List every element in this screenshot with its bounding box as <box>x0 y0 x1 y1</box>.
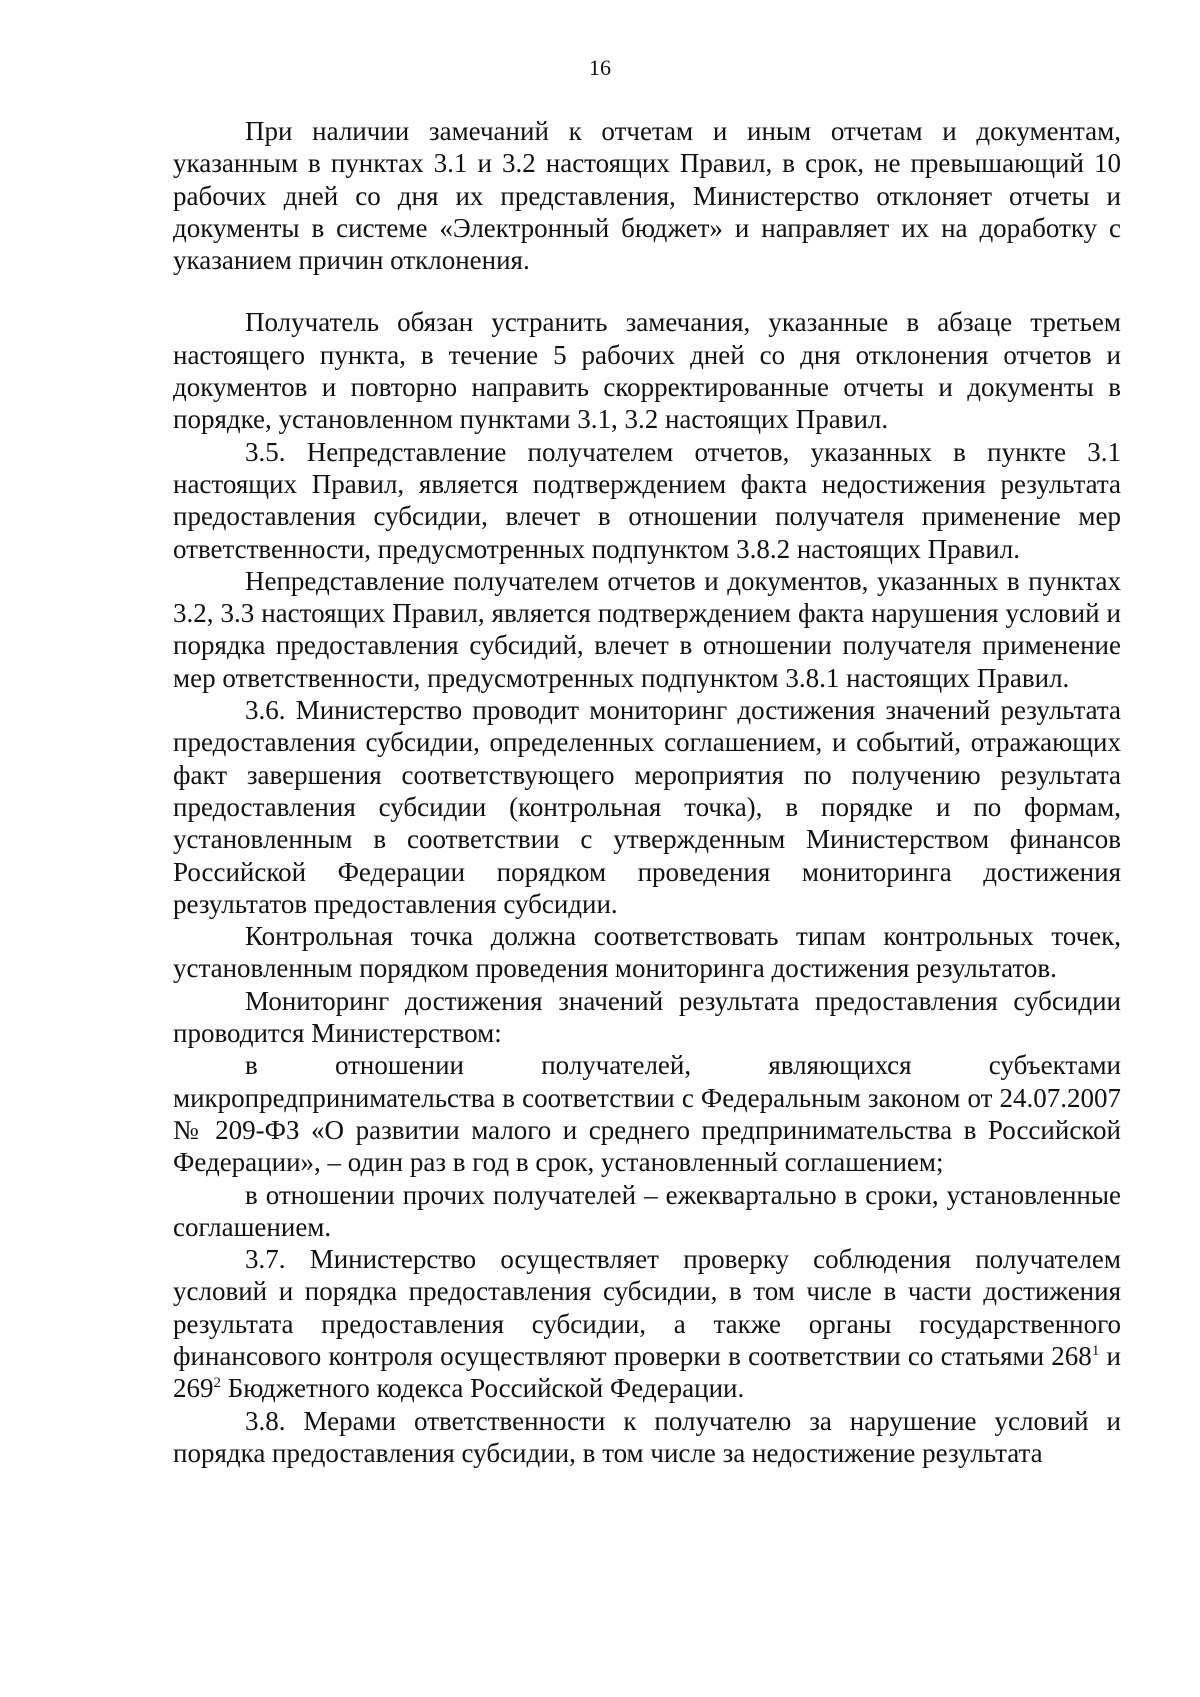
paragraph-3-7 <box>173 1243 1121 1404</box>
superscript-1: 1 <box>1091 1342 1100 1359</box>
page-number: 16 <box>589 55 611 80</box>
paragraph-3-7-text-middle: и 269 <box>173 1340 1121 1404</box>
paragraph-3-7-text-after: Бюджетного кодекса Российской Федерации. <box>221 1373 745 1404</box>
paragraph-3-7-text-before: 3.7. Министерство осуществляет проверку соблюдения получателем условий и порядка предоставления субсидии, в том числе в части достижения результата предоставления субсидии, а также органы государственного финансового контроля осуществляют проверки в соответствии со статьями 268 <box>173 1244 1121 1371</box>
document-body <box>173 115 1121 1469</box>
paragraph-control-point: Контрольная точка должна соответствовать типам контрольных точек, установленным порядком проведения мониторинга достижения результатов. <box>173 921 1121 984</box>
superscript-2: 2 <box>213 1375 221 1392</box>
paragraph-3-8: 3.8. Мерами ответственности к получателю за нарушение условий и порядка предоставления субсидии, в том числе за недостижение результата <box>173 1405 1121 1468</box>
paragraph-3-5: 3.5. Непредставление получателем отчетов, указанных в пункте 3.1 настоящих Правил, является подтверждением факта недостижения результата предоставления субсидии, влечет в отношении получателя применение мер ответственности, предусмотренных подпунктом 3.8.2 настоящих Правил. <box>173 436 1121 564</box>
paragraph-3-6: 3.6. Министерство проводит мониторинг достижения значений результата предоставления субсидии, определенных соглашением, и событий, отражающих факт завершения соответствующего мероприятия по получению результата предоставления субсидии (контрольная точка), в порядке и по формам, установленным в соответствии с утвержденным Министерством финансов Российской Федерации порядком проведения мониторинга достижения результатов предоставления субсидии. <box>173 695 1121 919</box>
paragraph-monitoring: Мониторинг достижения значений результата предоставления субсидии проводится Министерством: <box>173 985 1121 1049</box>
paragraph-remarks: При наличии замечаний к отчетам и иным отчетам и документам, указанным в пунктах 3.1 и 3.2 настоящих Правил, в срок, не превышающий 10 рабочих дней со дня их представления, Министерство отклоняет отчеты и документы в системе «Электронный бюджет» и направляет их на доработку с указанием причин отклонения. <box>173 116 1121 276</box>
paragraph-other-recipients: в отношении прочих получателей – ежеквартально в сроки, установленные соглашением. <box>173 1179 1121 1242</box>
paragraph-micro-entrepreneurs: в отношении получателей, являющихся субъектами микропредпринимательства в соответствии с Федеральным законом от 24.07.2007 № 209-ФЗ «О развитии малого и среднего предпринимательства в Российской Федерации», – один раз в год в срок, установленный соглашением; <box>173 1050 1121 1178</box>
paragraph-recipient-obligation: Получатель обязан устранить замечания, указанные в абзаце третьем настоящего пункта, в течение 5 рабочих дней со дня отклонения отчетов и документов и повторно направить скорректированные отчеты и документы в порядке, установленном пунктами 3.1, 3.2 настоящих Правил. <box>173 307 1121 435</box>
paragraph-non-submission: Непредставление получателем отчетов и документов, указанных в пунктах 3.2, 3.3 настоящих Правил, является подтверждением факта нарушения условий и порядка предоставления субсидий, влечет в отношении получателя применение мер ответственности, предусмотренных подпунктом 3.8.1 настоящих Правил. <box>173 565 1121 693</box>
